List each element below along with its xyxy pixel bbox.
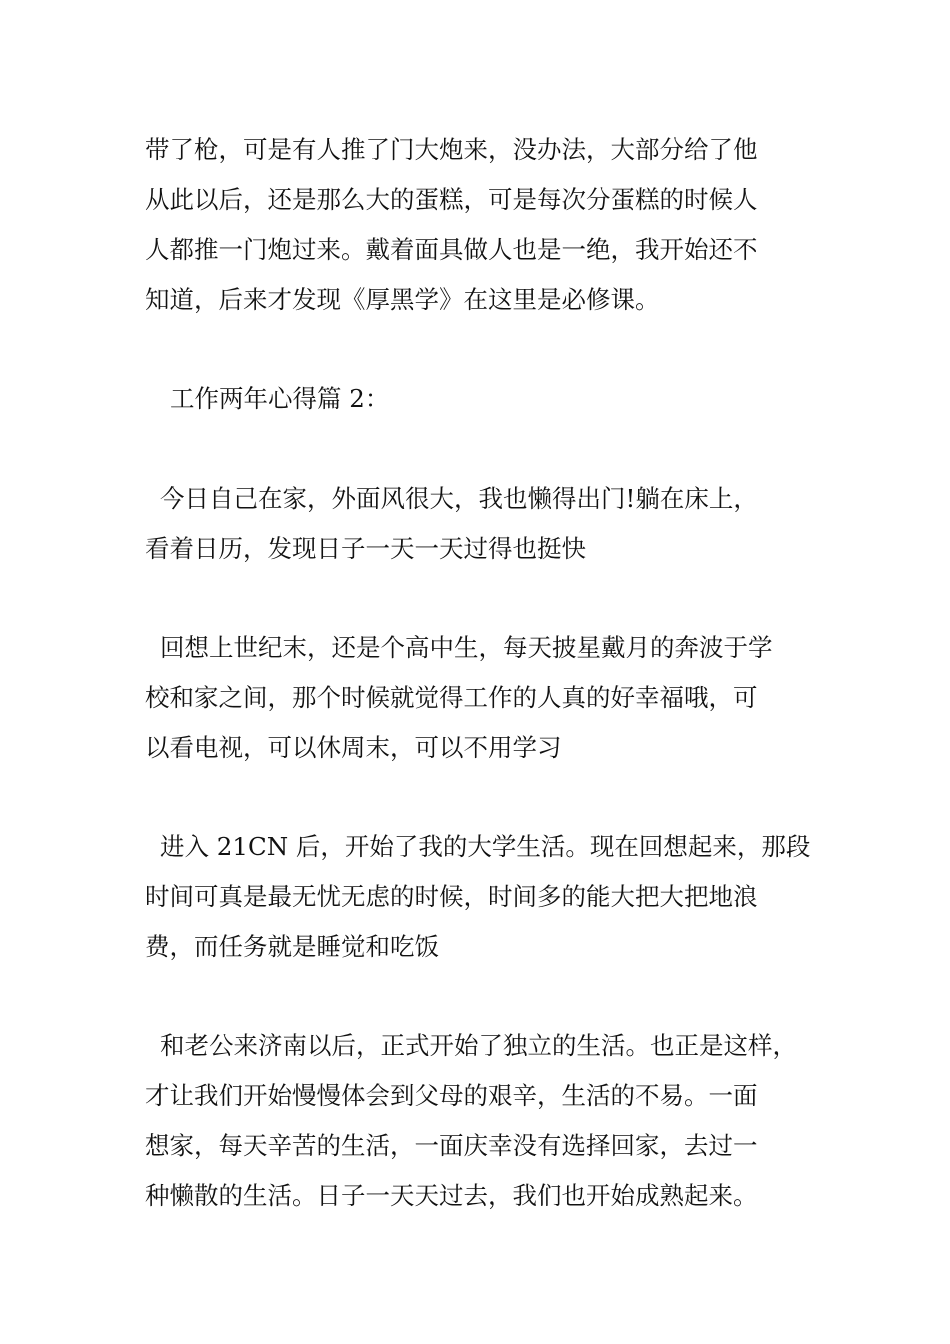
paragraph-line: 时间可真是最无忧无虑的时候，时间多的能大把大把地浪 xyxy=(145,882,758,911)
paragraph-line: 从此以后，还是那么大的蛋糕，可是每次分蛋糕的时候人 xyxy=(145,185,758,214)
paragraph-line: 想家，每天辛苦的生活，一面庆幸没有选择回家，去过一 xyxy=(145,1131,758,1160)
paragraph-line: 和老公来济南以后，正式开始了独立的生活。也正是这样， xyxy=(160,1031,797,1060)
paragraph-line: 以看电视，可以休周末，可以不用学习 xyxy=(145,733,562,762)
paragraph-line: 校和家之间，那个时候就觉得工作的人真的好幸福哦，可 xyxy=(145,683,758,712)
paragraph-line: 今日自己在家，外面风很大，我也懒得出门!躺在床上， xyxy=(160,484,758,513)
paragraph-line: 种懒散的生活。日子一天天过去，我们也开始成熟起来。 xyxy=(145,1181,758,1210)
paragraph-line: 看着日历，发现日子一天一天过得也挺快 xyxy=(145,534,586,563)
paragraph-line: 带了枪，可是有人推了门大炮来，没办法，大部分给了他 xyxy=(145,135,758,164)
paragraph-line: 才让我们开始慢慢体会到父母的艰辛，生活的不易。一面 xyxy=(145,1081,758,1110)
paragraph-line: 进入 21CN 后，开始了我的大学生活。现在回想起来，那段 xyxy=(160,832,811,861)
section-heading: 工作两年心得篇 2： xyxy=(170,384,390,413)
paragraph-line: 人都推一门炮过来。戴着面具做人也是一绝，我开始还不 xyxy=(145,235,758,264)
paragraph-line: 回想上世纪末，还是个高中生，每天披星戴月的奔波于学 xyxy=(160,633,773,662)
paragraph-line: 费，而任务就是睡觉和吃饭 xyxy=(145,932,439,961)
paragraph-line: 知道，后来才发现《厚黑学》在这里是必修课。 xyxy=(145,285,660,314)
